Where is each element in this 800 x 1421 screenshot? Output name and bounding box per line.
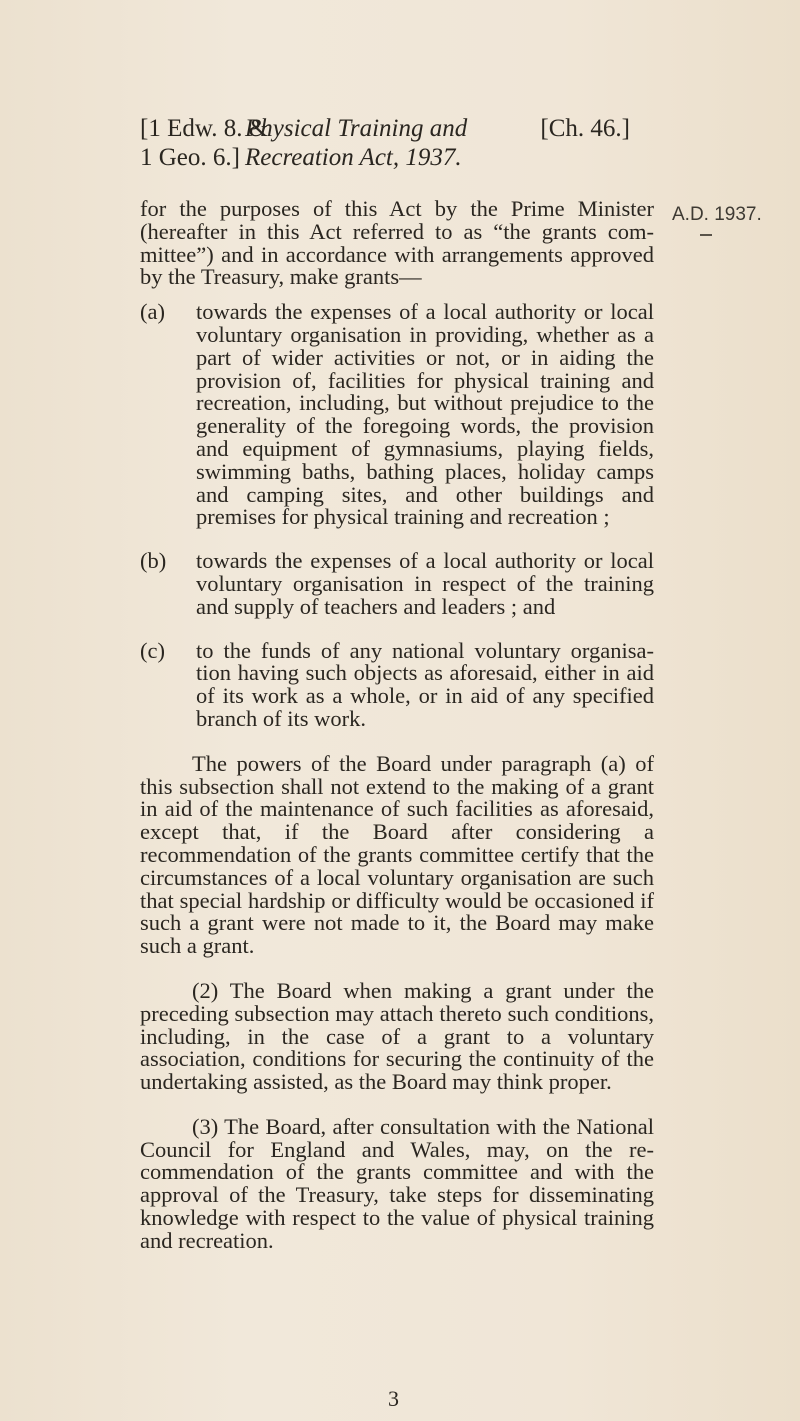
margin-year: A.D. 1937. xyxy=(672,204,762,225)
clause-text: towards the expenses of a local authority or local voluntary organisation in respect of the training and supply of teachers and leaders ; and xyxy=(196,548,654,619)
regnal-year-line-2: 1 Geo. 6.] xyxy=(140,144,240,171)
clause-text: to the funds of any national voluntary organisa-tion having such objects as aforesaid, either in aid of its work as a whole, or in aid of any specified branch of its work. xyxy=(196,637,654,731)
page-number: 3 xyxy=(388,1386,399,1411)
subsection-2: (2) The Board when making a grant under the preceding subsection may attach thereto such conditions, including, in the case of a grant to a voluntary association, conditions for securing the continuity of the undertaking assisted, as the Board may think proper. xyxy=(140,977,654,1095)
margin-note xyxy=(672,204,792,236)
act-title-line-1: Physical Training and xyxy=(245,115,468,142)
chapter-number: [Ch. 46.] xyxy=(540,115,630,142)
clause-c xyxy=(140,637,654,731)
act-title xyxy=(245,114,515,172)
margin-dash xyxy=(700,234,712,236)
powers-paragraph: The powers of the Board under paragraph (a) of this subsection shall not extend to the making of a grant in aid of the maintenance of such facilities as aforesaid, except that, if the Board after considering a recommendation of the grants committee certify that the circumstances of a local voluntary organisation are such that special hardship or difficulty would be occasioned if such a grant were not made to it, the Board may make such a grant. xyxy=(140,750,654,959)
running-header xyxy=(140,114,630,172)
section-body xyxy=(140,198,654,1253)
clause-a xyxy=(140,301,654,529)
clause-b xyxy=(140,550,654,618)
subsection-3: (3) The Board, after consultation with the National Council for England and Wales, may, on the re-commendation of the grants committee and with the approval of the Treasury, take steps for disseminating knowledge with respect to the value of physical training and recreation. xyxy=(140,1113,654,1253)
intro-paragraph: for the purposes of this Act by the Prime Minister (hereafter in this Act referred to as “the grants com-mittee”) and in accordance with arrangements approved by the Treasury, make grants— xyxy=(140,196,654,290)
clause-label: (b) xyxy=(140,548,167,574)
clause-text: towards the expenses of a local authority or local voluntary organisation in providing, whether as a part of wider activities or not, or in aiding the provision of, facilities for physical training and recreation, including, but without prejudice to the generality of the foregoing words, the provision and equipment of gymnasiums, playing fields, swimming baths, bathing places, holiday camps and camping sites, and other buildings and premises for physical training and recreation ; xyxy=(196,299,654,530)
clause-label: (c) xyxy=(140,637,165,663)
act-title-line-2: Recreation Act, 1937. xyxy=(245,144,462,171)
regnal-year-line-1: [1 Edw. 8. & xyxy=(140,115,269,142)
clause-label: (a) xyxy=(140,299,165,325)
